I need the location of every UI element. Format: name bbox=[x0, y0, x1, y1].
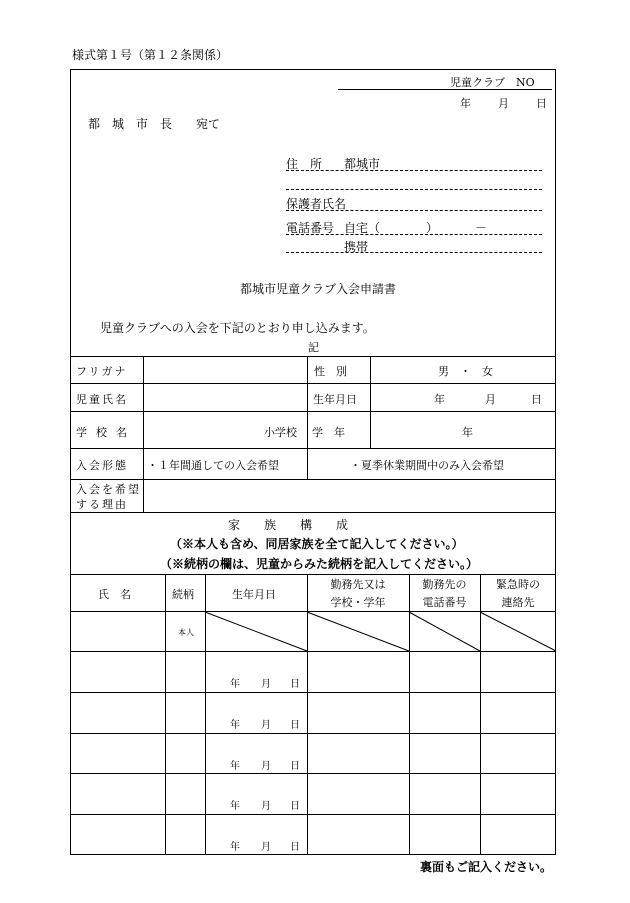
guardian-label: 保護者氏名 bbox=[286, 197, 347, 211]
addressee: 都 城 市 長 宛て bbox=[88, 117, 221, 131]
row-birth-month: 月 bbox=[261, 679, 271, 690]
date-month: 月 bbox=[498, 97, 509, 110]
birth-label: 生年月日 bbox=[313, 393, 357, 406]
grade-suffix: 年 bbox=[462, 426, 473, 439]
address-label: 住 所 bbox=[286, 157, 323, 171]
row-birth-day: 日 bbox=[290, 761, 300, 772]
row-birth-year: 年 bbox=[230, 720, 240, 731]
form-title: 都城市児童クラブ入会申請書 bbox=[240, 282, 397, 296]
col-header-work-line1: 勤務先又は bbox=[330, 578, 386, 591]
date-day: 日 bbox=[536, 97, 547, 110]
child-name-label: 児童氏名 bbox=[76, 393, 128, 406]
address-city: 都城市 bbox=[344, 157, 381, 171]
row-birth-year: 年 bbox=[230, 842, 240, 853]
ki-label: 記 bbox=[308, 341, 319, 354]
col-header-name: 氏 名 bbox=[98, 588, 131, 601]
row-birth-month: 月 bbox=[261, 801, 271, 812]
row-birth-year: 年 bbox=[230, 761, 240, 772]
sex-options: 男 ・ 女 bbox=[438, 365, 493, 378]
reason-label-line1: 入会を希望 bbox=[76, 483, 141, 496]
reason-label-line2: する理由 bbox=[76, 498, 128, 511]
school-name-label: 学校名 bbox=[76, 426, 136, 439]
row-birth-year: 年 bbox=[230, 801, 240, 812]
phone-dash: － bbox=[475, 221, 488, 235]
membership-option-yearly: ・１年間通しての入会希望 bbox=[147, 459, 279, 472]
col-header-emergency-line2: 連絡先 bbox=[501, 596, 535, 609]
birth-month: 月 bbox=[485, 393, 496, 406]
phone-home: 自宅（ bbox=[344, 221, 381, 235]
col-header-emergency-line1: 緊急時の bbox=[496, 578, 540, 591]
footer-note: 裏面もご記入ください。 bbox=[420, 860, 553, 874]
school-suffix: 小学校 bbox=[264, 426, 297, 439]
row-birth-day: 日 bbox=[290, 679, 300, 690]
family-section-title: 家 族 構 成 bbox=[228, 518, 349, 532]
row-birth-month: 月 bbox=[261, 761, 271, 772]
row-birth-month: 月 bbox=[261, 720, 271, 731]
mobile-label: 携帯 bbox=[344, 240, 369, 254]
grade-label: 学 年 bbox=[312, 426, 345, 439]
col-header-birth: 生年月日 bbox=[232, 588, 276, 601]
col-header-work-line2: 学校・学年 bbox=[330, 596, 386, 609]
membership-type-label: 入会形態 bbox=[76, 459, 128, 472]
furigana-label: フリガナ bbox=[76, 365, 128, 378]
date-year: 年 bbox=[460, 97, 471, 110]
row-birth-year: 年 bbox=[230, 679, 240, 690]
col-header-relation: 続柄 bbox=[172, 588, 194, 601]
sex-label: 性 別 bbox=[314, 365, 347, 378]
self-label: 本人 bbox=[178, 628, 194, 637]
intro-text: 児童クラブへの入会を下記のとおり申し込みます。 bbox=[100, 321, 375, 335]
row-birth-day: 日 bbox=[290, 720, 300, 731]
birth-year: 年 bbox=[434, 393, 445, 406]
row-birth-day: 日 bbox=[290, 842, 300, 853]
membership-option-summer: ・夏季休業期間中のみ入会希望 bbox=[350, 459, 504, 472]
form-number: 様式第１号（第１２条関係） bbox=[72, 48, 229, 62]
family-note-1: （※本人も含め、同居家族を全て記入してください。） bbox=[170, 537, 464, 551]
row-birth-month: 月 bbox=[261, 842, 271, 853]
club-no-label: 児童クラブ NO bbox=[450, 76, 535, 89]
family-note-2: （※続柄の欄は、児童からみた続柄を記入してください。） bbox=[160, 557, 479, 571]
col-header-phone-line2: 電話番号 bbox=[422, 596, 467, 609]
phone-label: 電話番号 bbox=[286, 221, 335, 235]
col-header-phone-line1: 勤務先の bbox=[422, 578, 467, 591]
row-birth-day: 日 bbox=[290, 801, 300, 812]
phone-close: ） bbox=[426, 221, 439, 235]
birth-day: 日 bbox=[531, 393, 542, 406]
